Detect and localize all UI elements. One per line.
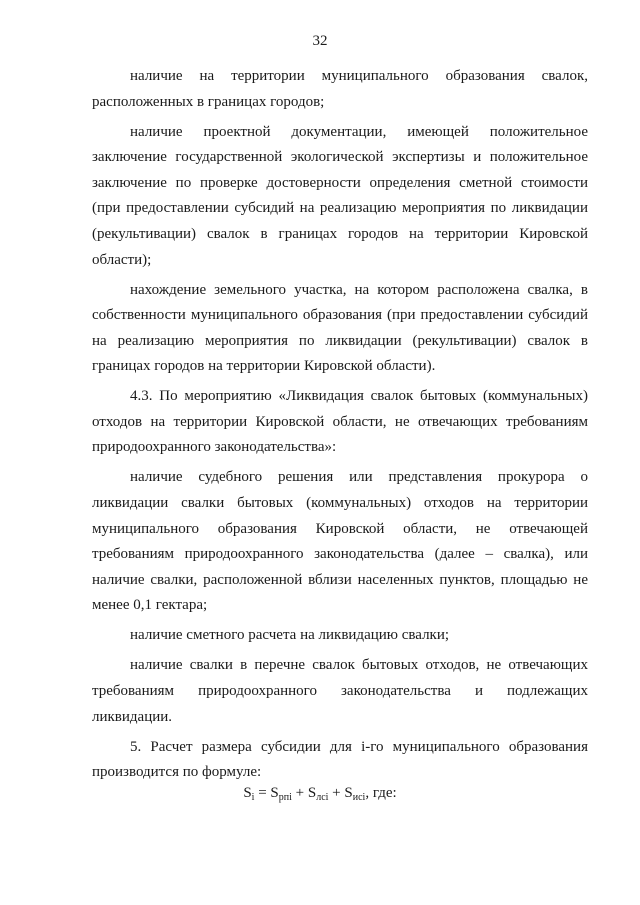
paragraph: наличие сметного расчета на ликвидацию свалки; [130, 627, 450, 644]
paragraph: 5. Расчет размера субсидии для i-го муниципального образования производится по формуле: [92, 738, 588, 781]
document-body [92, 64, 588, 790]
page-number: 32 [312, 33, 328, 49]
formula-term-1: S [270, 785, 279, 801]
subsidy-formula [0, 785, 640, 803]
paragraph: наличие на территории муниципального образования свалок, расположенных в границах городов; [92, 68, 588, 110]
formula-equals: = [254, 785, 271, 801]
formula-plus-1: + [291, 785, 308, 801]
formula-term-3: S [344, 785, 353, 801]
paragraph: нахождение земельного участка, на котором расположена свалка, в собственности муниципального образования (при предоставлении субсидий на реализацию мероприятия по ликвидации (рекультивации) свалок в границах городов на территории Кировской области). [92, 281, 588, 375]
section-heading-paragraph: 4.3. По мероприятию «Ликвидация свалок бытовых (коммунальных) отходов на территории Кировской области, не отвечающих требованиям природоохранного законодательства»: [92, 388, 588, 456]
formula-lhs: S [243, 785, 252, 801]
formula-term-2-subscript: лсi [316, 792, 329, 803]
formula-term-3-subscript: исi [352, 792, 366, 803]
formula-lhs-subscript: i [251, 792, 255, 803]
paragraph: наличие свалки в перечне свалок бытовых отходов, не отвечающих требованиям природоохранного законодательства и подлежащих ликвидации. [92, 657, 588, 725]
formula-plus-2: + [328, 785, 345, 801]
formula-term-2: S [307, 785, 317, 801]
paragraph: наличие проектной документации, имеющей положительное заключение государственной экологической экспертизы и положительное заключение по проверке достоверности определения сметной стоимости (при предоставлении субсидий на реализацию мероприятия по ликвидации (рекультивации) свалок в границах городов на территории Кировской области); [92, 123, 588, 268]
formula-term-1-subscript: pпi [278, 792, 292, 803]
formula-tail: , где: [365, 785, 397, 801]
paragraph: наличие судебного решения или представления прокурора о ликвидации свалки бытовых (коммунальных) отходов на территории муниципального образования Кировской области, не отвечающей требованиям природоохранного законодательства (далее – свалка), или наличие свалки, расположенной вблизи населенных пунктов, площадью не менее 0,1 гектара; [92, 469, 588, 614]
